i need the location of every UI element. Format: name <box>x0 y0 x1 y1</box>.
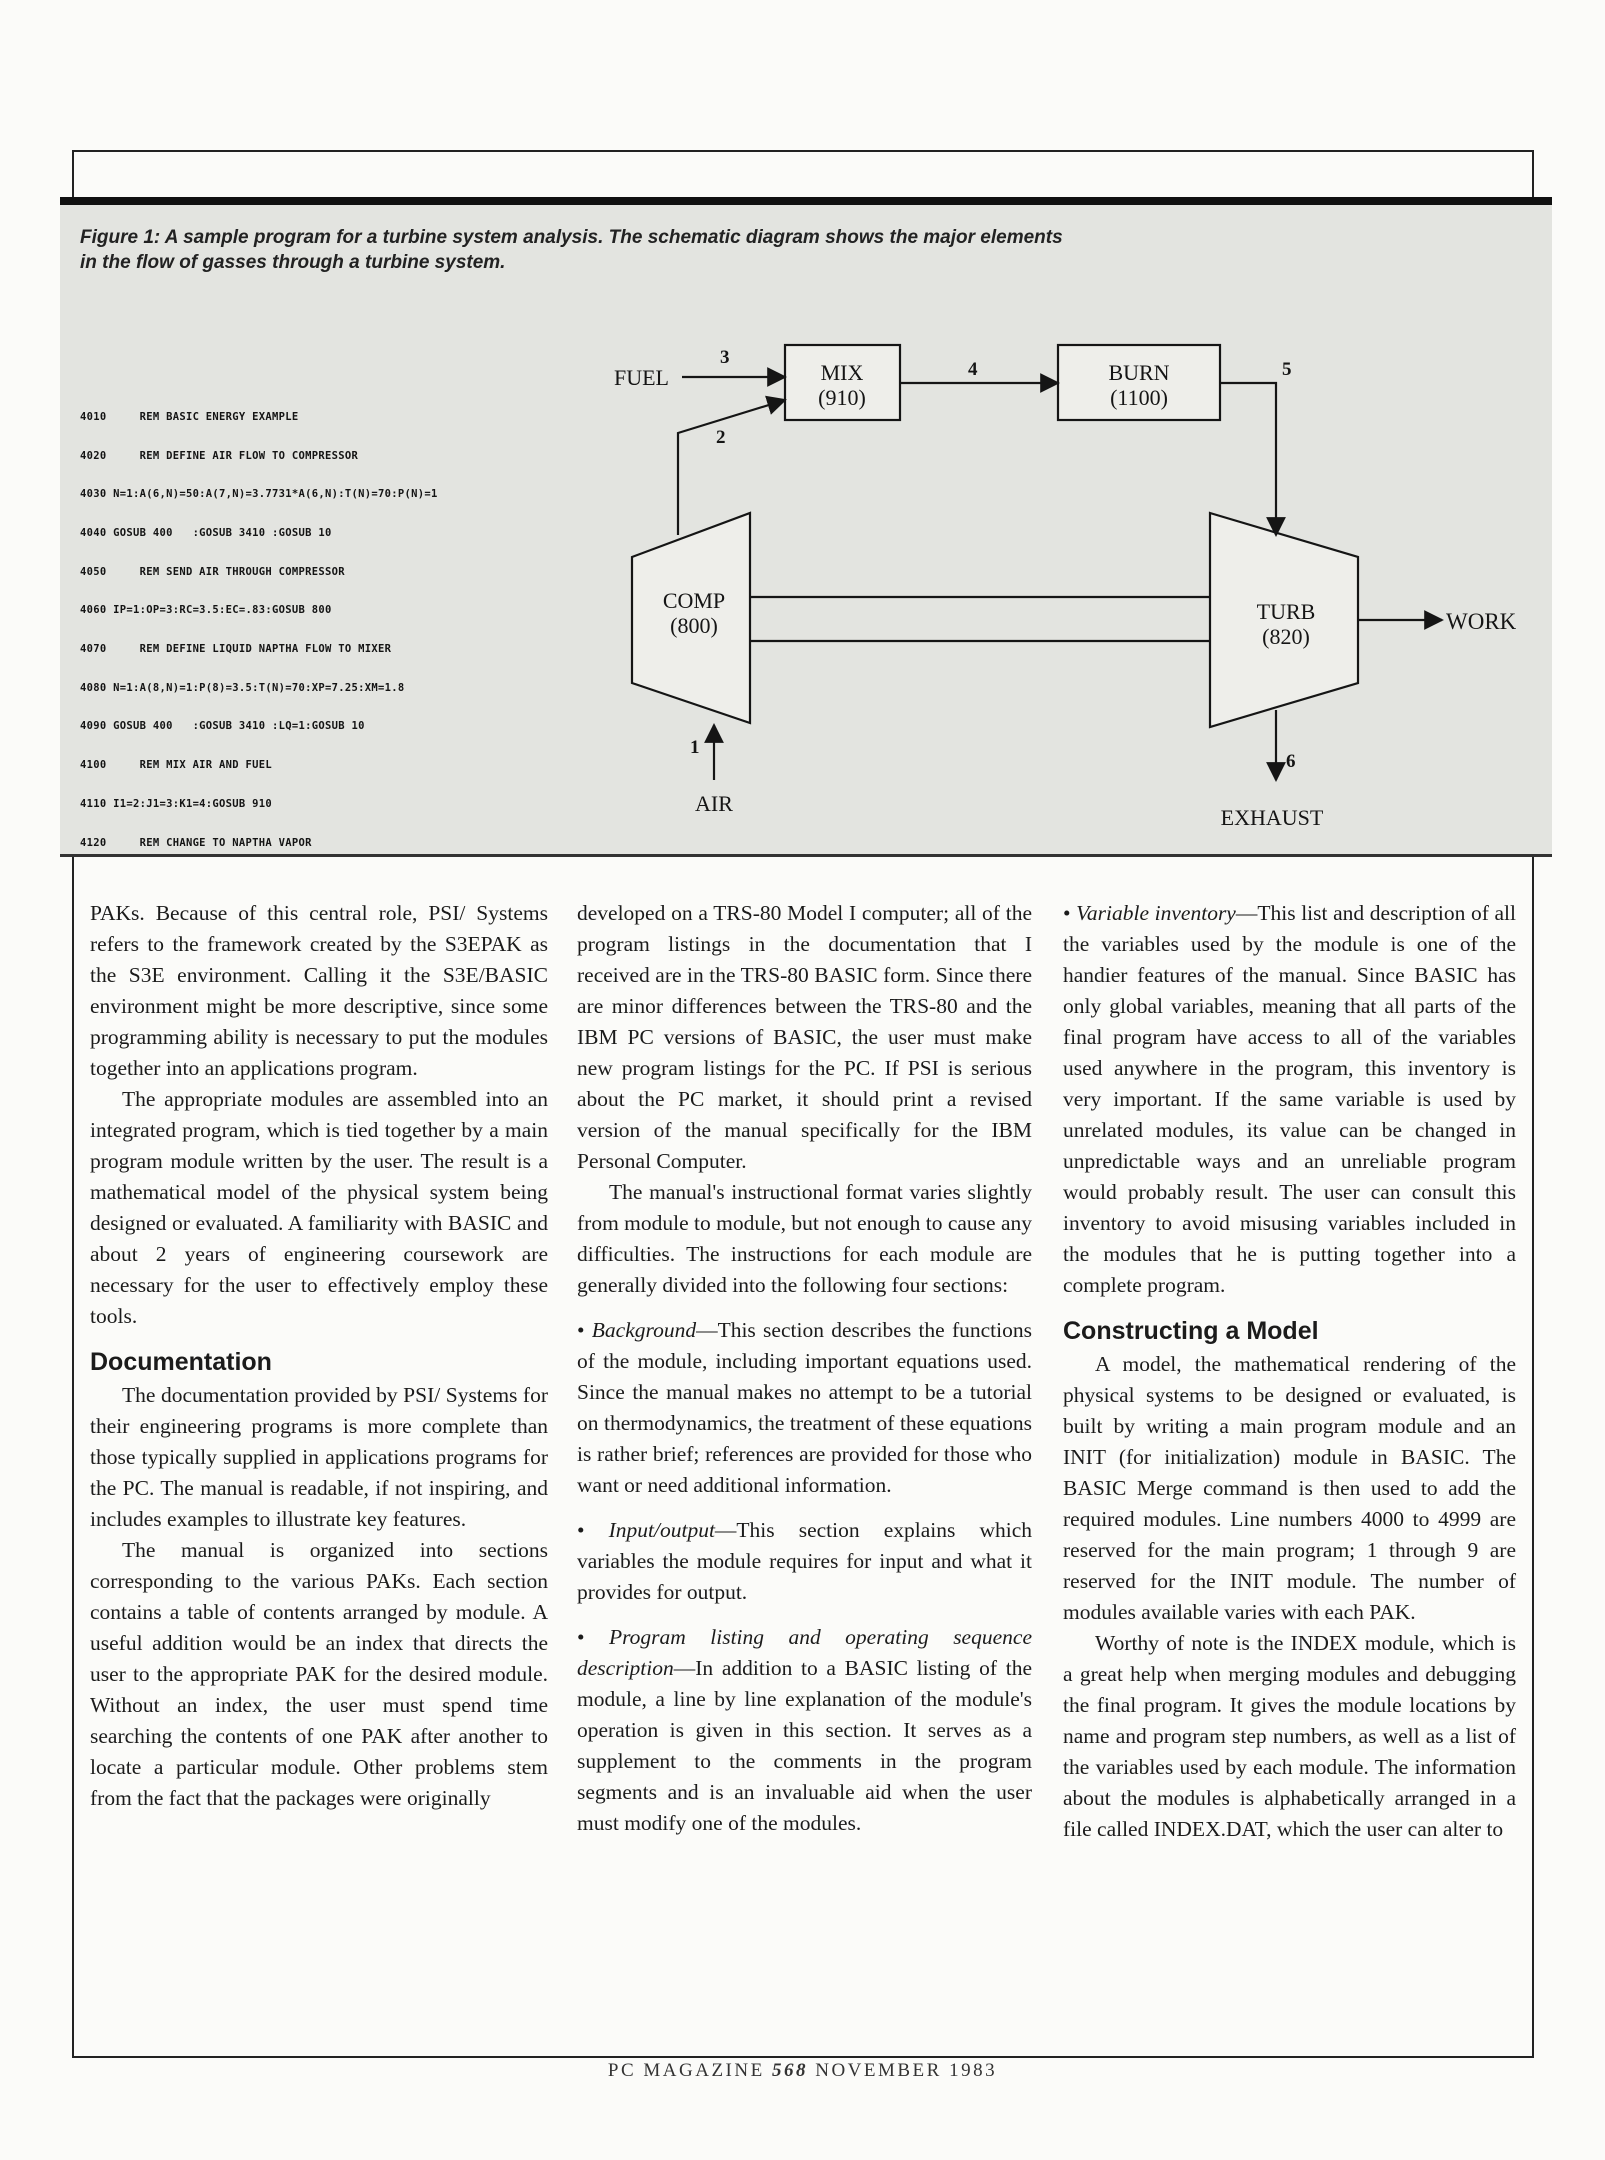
paragraph: A model, the mathematical rendering of the physical systems to be designed or evaluated, is built by writing a main program module and an INIT (for initialization) module in BASIC. The BASIC Merge command is then used to add the required modules. Line numbers 4000 to 4999 are reserved for the main program; 1 through 9 are reserved for the INIT module. The number of modules available varies with each PAK. <box>1063 1352 1516 1624</box>
listing-line: 4030 N=1:A(6,N)=50:A(7,N)=3.7731*A(6,N):T(N)=70:P(N)=1 <box>80 488 438 501</box>
turbine-schematic <box>60 205 1552 857</box>
listing-line: 4110 I1=2:J1=3:K1=4:GOSUB 910 <box>80 797 273 810</box>
flow-number: 5 <box>1282 359 1292 380</box>
bullet-term: Background <box>591 1318 697 1342</box>
listing-line: 4120 REM CHANGE TO NAPTHA VAPOR <box>80 836 312 849</box>
comp-code: (800) <box>670 613 718 638</box>
listing-line: 4070 REM DEFINE LIQUID NAPTHA FLOW TO MIXER <box>80 643 392 656</box>
work-label: WORK <box>1446 609 1517 634</box>
comp-label: COMP <box>662 588 726 613</box>
bullet-item: • Program listing and operating sequence description—In addition to a BASIC listing of the module, a line by line explanation of the module's operation is given in this section. It serves as a supplement to the comments in the program segments and is an invaluable aid when the user must modify one of the modules. <box>577 1625 1032 1835</box>
paragraph: Worthy of note is the INDEX module, which is a great help when merging modules and debugging the final program. It gives the module locations by name and program step numbers, as well as a list of the variables used by each module. The information about the modules is alphabetically arranged in a file called INDEX.DAT, which the user can alter to <box>1063 1631 1516 1841</box>
paragraph: The manual's instructional format varies slightly from module to module, but not enough to cause any difficulties. The instructions for each module are generally divided into the following four sections: <box>577 1180 1032 1297</box>
paragraph: PAKs. Because of this central role, PSI/ Systems refers to the framework created by the S3EPAK as the S3E environment. Calling it the S3E/BASIC environment might be more descriptive, since some programming ability is necessary to put the modules together into an applications program. <box>90 901 548 1080</box>
listing-line: 4020 REM DEFINE AIR FLOW TO COMPRESSOR <box>80 449 359 462</box>
flow-number: 1 <box>690 737 700 758</box>
burn-label: BURN <box>1108 360 1170 385</box>
bullet-text: —In addition to a BASIC listing of the module, a line by line explanation of the module's operation is given in this section. It serves as a supplement to the comments in the program segments and is an invaluable aid when the user must modify one of the modules. <box>577 1656 1032 1835</box>
listing-line: 4100 REM MIX AIR AND FUEL <box>80 759 273 772</box>
turb-label: TURB <box>1256 599 1316 624</box>
section-heading-documentation: Documentation <box>90 1348 272 1376</box>
flow-number: 2 <box>716 427 726 448</box>
burn-code: (1100) <box>1110 385 1168 410</box>
listing-line: 4080 N=1:A(8,N)=1:P(8)=3.5:T(N)=70:XP=7.25:XM=1.8 <box>80 681 405 694</box>
exhaust-label: EXHAUST <box>1220 805 1324 830</box>
bullet-text: —This section describes the functions of the module, including important equations used. Since the manual makes no attempt to be a tutorial on thermodynamics, the treatment of these equations is rather brief; references are provided for those who want or need additional information. <box>577 1318 1032 1497</box>
page-footer <box>0 2060 1605 2082</box>
flow-number: 4 <box>968 359 978 380</box>
bullet-term: Input/output <box>608 1518 715 1542</box>
article-column-2 <box>577 898 1032 1839</box>
listing-line: 4010 REM BASIC ENERGY EXAMPLE <box>80 410 299 423</box>
paragraph: developed on a TRS-80 Model I computer; all of the program listings in the documentation that I received are in the TRS-80 BASIC form. Since there are minor differences between the TRS-80 and the IBM PC versions of BASIC, the user must make new program listings for the PC. If PSI is serious about the PC market, it should print a revised version of the manual specifically for the IBM Personal Computer. <box>577 901 1032 1173</box>
bullet-item: • Background—This section describes the functions of the module, including important equations used. Since the manual makes no attempt to be a tutorial on thermodynamics, the treatment of these equations is rather brief; references are provided for those who want or need additional information. <box>577 1318 1032 1497</box>
turb-code: (820) <box>1262 624 1310 649</box>
flow-number: 3 <box>720 347 730 368</box>
flow-number: 6 <box>1286 751 1296 772</box>
listing-line: 4090 GOSUB 400 :GOSUB 3410 :LQ=1:GOSUB 10 <box>80 720 365 733</box>
magazine-name: PC MAGAZINE <box>607 2060 765 2081</box>
air-label: AIR <box>695 791 733 816</box>
figure-caption: Figure 1: A sample program for a turbine system analysis. The schematic diagram shows the major elements in the flow of gasses through a turbine system. <box>80 227 1063 273</box>
article-column-1 <box>90 898 548 1814</box>
bullet-term: Variable inventory <box>1076 901 1236 925</box>
paragraph: The manual is organized into sections corresponding to the various PAKs. Each section contains a table of contents arranged by module. A useful addition would be an index that directs the user to the appropriate PAK for the desired module. Without an index, the user must spend time searching the contents of one PAK after another to locate a particular module. Other problems stem from the fact that the packages were originally <box>90 1538 548 1810</box>
listing-line: 4060 IP=1:OP=3:RC=3.5:EC=.83:GOSUB 800 <box>80 604 332 617</box>
bullet-item: • Input/output—This section explains which variables the module requires for input and what it provides for output. <box>577 1518 1032 1604</box>
comp-to-mix-arrow <box>678 400 785 535</box>
mix-label: MIX <box>820 360 864 385</box>
issue-date: NOVEMBER 1983 <box>815 2060 998 2081</box>
page-number: 568 <box>771 2060 808 2081</box>
article-column-3 <box>1063 898 1516 1845</box>
burn-to-turb-arrow <box>1220 383 1276 535</box>
bullet-term: Program listing and operating sequence description <box>577 1625 1032 1680</box>
bullet-text: —This section explains which variables the module requires for input and what it provides for output. <box>577 1518 1032 1604</box>
mix-code: (910) <box>818 385 866 410</box>
paragraph: The appropriate modules are assembled into an integrated program, which is tied together by a main program module written by the user. The result is a mathematical model of the physical system being designed or evaluated. A familiarity with BASIC and about 2 years of engineering coursework are necessary for the user to effectively employ these tools. <box>90 1087 548 1328</box>
bullet-item: • Variable inventory—This list and description of all the variables used by the module is one of the handier features of the manual. Since BASIC has only global variables, meaning that all parts of the final program have access to all of the variables used anywhere in the program, this inventory is very important. If the same variable is used by unrelated modules, its value can be changed in unpredictable ways and an unreliable program would probably result. The user can consult this inventory to avoid misusing variables included in the modules that he is putting together into a complete program. <box>1063 901 1516 1297</box>
paragraph: The documentation provided by PSI/ Systems for their engineering programs is more complete than those typically supplied in applications programs for the PC. The manual is readable, if not inspiring, and includes examples to illustrate key features. <box>90 1383 548 1531</box>
fuel-label: FUEL <box>614 365 669 390</box>
listing-line: 4040 GOSUB 400 :GOSUB 3410 :GOSUB 10 <box>80 526 332 539</box>
section-heading-constructing-a-model: Constructing a Model <box>1063 1317 1319 1345</box>
figure-panel <box>60 197 1552 857</box>
bullet-text: —This list and description of all the variables used by the module is one of the handier features of the manual. Since BASIC has only global variables, meaning that all parts of the final program have access to all of the variables used anywhere in the program, this inventory is very important. If the same variable is used by unrelated modules, its value can be changed in unpredictable ways and an unreliable program would probably result. The user can consult this inventory to avoid misusing variables included in the modules that he is putting together into a complete program. <box>1063 901 1516 1297</box>
listing-line: 4050 REM SEND AIR THROUGH COMPRESSOR <box>80 565 345 578</box>
